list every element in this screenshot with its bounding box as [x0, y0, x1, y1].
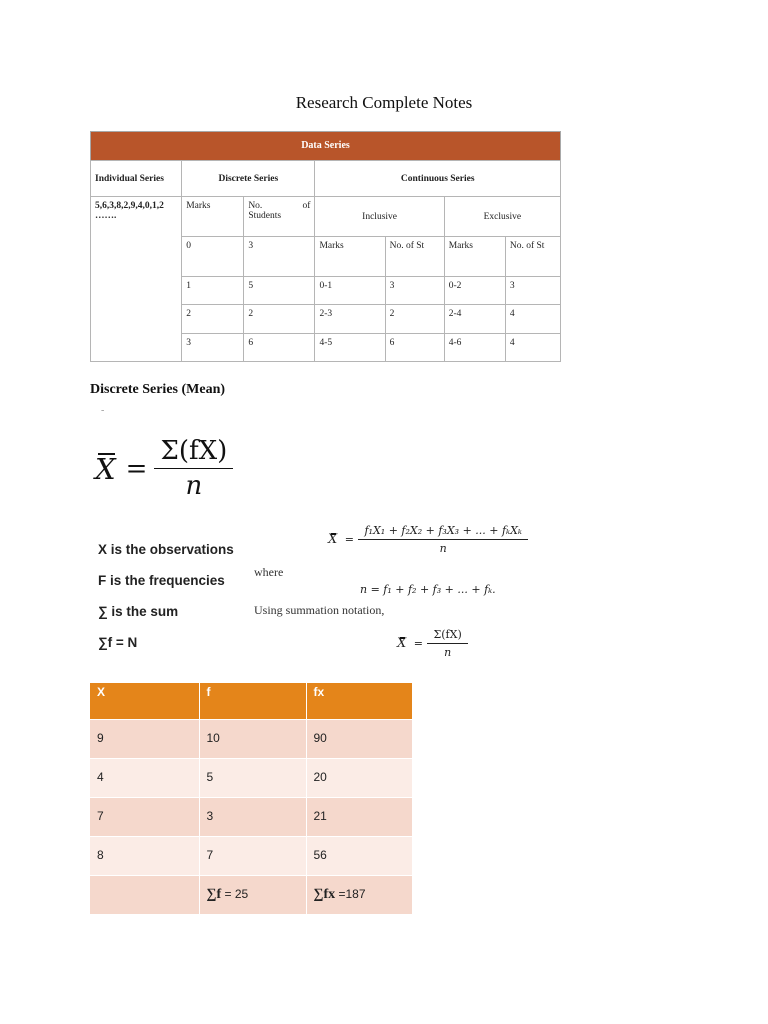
table-cell: 4 [505, 334, 560, 362]
table-cell [90, 876, 199, 915]
definition-sum-f: ∑f = N [98, 635, 138, 650]
table-cell: 4-5 [315, 334, 385, 362]
table-cell: Marks [444, 237, 505, 277]
table-cell: 56 [306, 837, 412, 876]
students-heading-part-students: Students [248, 211, 282, 221]
discrete-series-heading: Discrete Series [182, 161, 315, 197]
table-cell: 10 [199, 720, 306, 759]
column-header-f: f [199, 683, 306, 720]
table-cell: 3 [182, 334, 244, 362]
column-header-x: X [90, 683, 199, 720]
table-cell: 3 [505, 277, 560, 305]
expanded-denominator: n [358, 539, 527, 555]
table-cell: 2 [385, 305, 444, 334]
definitions-list [98, 542, 234, 666]
section-heading: Discrete Series (Mean) [90, 382, 226, 397]
table-row [90, 759, 412, 798]
sum-f-cell [199, 876, 306, 915]
table-cell: 8 [90, 837, 199, 876]
definition-frequencies: F is the frequencies [98, 573, 225, 588]
table-cell: 4-6 [444, 334, 505, 362]
dash-mark: - [101, 405, 105, 416]
data-series-header: Data Series [90, 131, 561, 160]
equals-sign: = [413, 636, 423, 650]
table-cell: 3 [199, 798, 306, 837]
discrete-students-heading [244, 197, 315, 237]
fx-table [90, 683, 412, 914]
table-cell: 3 [385, 277, 444, 305]
table-cell: 5 [199, 759, 306, 798]
mean-fraction [157, 436, 230, 501]
table-cell: 0 [182, 237, 244, 277]
sum-fx-label: ∑fx [313, 887, 336, 902]
x-bar-symbol-small: X [397, 635, 407, 651]
table-cell: 2-4 [444, 305, 505, 334]
table-cell: 90 [306, 720, 412, 759]
table-cell: 4 [505, 305, 560, 334]
equals-sign: = [344, 532, 354, 546]
totals-row [90, 876, 412, 915]
table-cell: 0-1 [315, 277, 385, 305]
table-cell: 7 [90, 798, 199, 837]
formula-numerator: Σ(fX) [160, 436, 228, 466]
table-cell: No. of St [385, 237, 444, 277]
table-cell: 21 [306, 798, 412, 837]
table-cell: 3 [244, 237, 315, 277]
table-cell: 6 [244, 334, 315, 362]
table-row [90, 837, 412, 876]
mean-formula [95, 436, 230, 501]
summation-numerator: Σ(fX) [433, 628, 462, 641]
discrete-marks-heading: Marks [182, 197, 244, 237]
document-title: Research Complete Notes [295, 93, 473, 112]
definition-sum: ∑ is the sum [98, 604, 179, 619]
individual-series-values: 5,6,3,8,2,9,4,0,1,2 ……. [91, 197, 182, 362]
sum-f-value: = 25 [221, 887, 249, 901]
summation-note: Using summation notation, [254, 603, 385, 617]
x-bar-symbol-small: X [328, 531, 338, 547]
sum-fx-value: =187 [335, 887, 366, 901]
sum-f-label: ∑f [206, 887, 222, 902]
table-cell: 7 [199, 837, 306, 876]
table-row [90, 798, 412, 837]
table-cell: 4 [90, 759, 199, 798]
table-cell: Marks [315, 237, 385, 277]
summation-fraction [430, 628, 464, 659]
table-row [90, 720, 412, 759]
summation-mean-formula [397, 628, 465, 659]
table-cell: 6 [385, 334, 444, 362]
x-bar-symbol: X [95, 451, 116, 486]
table-cell: No. of St [505, 237, 560, 277]
table-cell: 5 [244, 277, 315, 305]
expanded-mean-formula [328, 524, 525, 555]
inclusive-heading: Inclusive [315, 197, 444, 237]
data-series-table [90, 131, 561, 362]
n-definition: n = f₁ + f₂ + f₃ + ... + fₖ. [360, 583, 496, 596]
table-cell: 9 [90, 720, 199, 759]
table-cell: 2-3 [315, 305, 385, 334]
table-cell: 2 [244, 305, 315, 334]
table-cell: 1 [182, 277, 244, 305]
expanded-numerator: f₁X₁ + f₂X₂ + f₃X₃ + ... + fₖXₖ [364, 524, 522, 537]
sum-fx-cell [306, 876, 412, 915]
where-label: where [254, 565, 284, 579]
individual-series-heading: Individual Series [91, 161, 182, 197]
expanded-fraction [361, 524, 524, 555]
summation-denominator: n [427, 643, 467, 659]
table-cell: 0-2 [444, 277, 505, 305]
students-heading-part-of: of [302, 201, 311, 211]
table-cell: 2 [182, 305, 244, 334]
exclusive-heading: Exclusive [444, 197, 560, 237]
column-header-fx: fx [306, 683, 412, 720]
equals-sign: = [125, 453, 148, 484]
table-cell: 20 [306, 759, 412, 798]
students-heading-part-no: No. [248, 201, 263, 211]
continuous-series-heading: Continuous Series [315, 161, 561, 197]
definition-observations: X is the observations [98, 542, 234, 557]
formula-denominator: n [154, 468, 233, 501]
